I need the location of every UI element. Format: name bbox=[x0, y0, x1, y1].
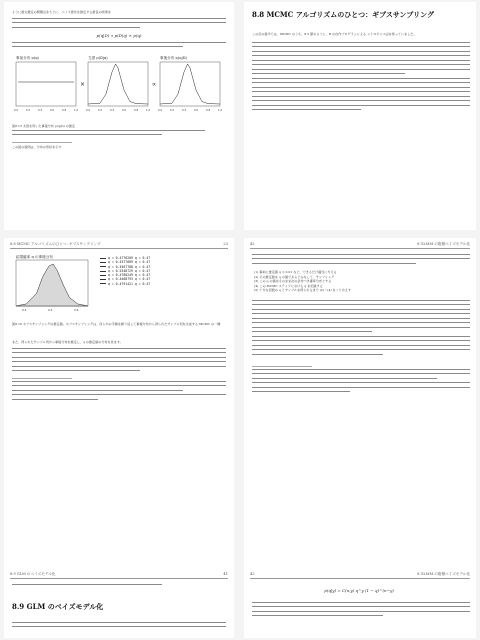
binomial-formula: p(q|y) = C(n,y) q^y (1 − q)^(n−y) bbox=[324, 588, 394, 593]
x-tick-label: 0.5 bbox=[48, 308, 53, 312]
running-header bbox=[10, 242, 228, 247]
step-item: (4) この MCMC ステップにおける q を記録する bbox=[254, 283, 323, 288]
x-tick-label: 0.0 bbox=[86, 109, 91, 112]
bayes-figure bbox=[12, 52, 228, 122]
header-rule bbox=[250, 578, 470, 579]
x-tick-label: 0.2 bbox=[98, 109, 103, 112]
legend-swatch bbox=[100, 262, 106, 263]
body-text-lines bbox=[12, 18, 226, 31]
figure-caption: 図8.16 ギブスサンプリングの推定値。ギブスサンプリングは、何らかの手順を繰り返して事後分布から得られたサンプル列を生成する MCMC の一種 bbox=[12, 322, 221, 326]
sample-legend bbox=[100, 256, 228, 286]
likelihood-panel bbox=[88, 62, 148, 106]
x-tick-label: 0.4 bbox=[110, 109, 115, 112]
likelihood-curve bbox=[88, 64, 148, 104]
legend-label: q = 0.4377689 q = 0.47 bbox=[108, 260, 151, 265]
posterior-label: 事後分布 p(q|D) bbox=[160, 56, 187, 60]
x-tick-label: 0.2 bbox=[26, 109, 31, 112]
x-tick-label: 0.4 bbox=[182, 109, 187, 112]
page-number: 41 bbox=[223, 572, 228, 576]
legend-entry bbox=[100, 282, 228, 286]
x-tick-label: 0.0 bbox=[158, 109, 163, 112]
section-body-lead: この章の後半では、MCMC のうち、8.5 節のように、R の自作プログラムによる メトロポリス法を使っていました。 bbox=[252, 32, 417, 36]
page-bottom-right bbox=[244, 568, 476, 638]
page-bottom-left bbox=[4, 568, 234, 638]
body-text-lines-2 bbox=[12, 622, 226, 631]
running-header bbox=[10, 572, 228, 577]
x-tick-label: 0.4 bbox=[22, 308, 27, 312]
page-number: 42 bbox=[250, 572, 255, 576]
x-ticks-group bbox=[14, 108, 222, 112]
step-item: (2) その推定値を q の値であるとみなして、サンプリング bbox=[254, 274, 335, 279]
running-header bbox=[250, 572, 470, 577]
times-symbol-2: ∝ bbox=[152, 81, 157, 88]
step-item: (5) 十分な回数の q とサンプルを得られるまで (2)〜(4) をくりかえす bbox=[254, 288, 352, 293]
section-title: 8.8 MCMC アルゴリズムのひとつ：ギブスサンプリング bbox=[252, 10, 434, 19]
x-tick-label: 0.8 bbox=[62, 109, 67, 112]
header-rule bbox=[10, 578, 228, 579]
header-title: 8.8 MCMC アルゴリズムのひとつ: ギブスサンプリング bbox=[10, 242, 101, 246]
posterior-panel bbox=[160, 62, 220, 106]
body-text-lines bbox=[252, 254, 470, 267]
x-tick-label: 1.0 bbox=[218, 109, 223, 112]
x-tick-label: 0.0 bbox=[14, 109, 19, 112]
body-text-lines bbox=[252, 602, 470, 620]
page-number: 42 bbox=[250, 242, 255, 246]
legend-label: q = 0.4791421 q = 0.47 bbox=[108, 281, 151, 286]
section-body-lines bbox=[252, 42, 470, 114]
likelihood-label: 尤度 p(D|q) bbox=[88, 56, 108, 60]
x-tick-label: 0.6 bbox=[194, 109, 199, 112]
step-item: (3) この q の値をそのまま次の条件つき確率分布とする bbox=[254, 279, 332, 284]
algorithm-steps bbox=[254, 270, 468, 293]
legend-label: q = 0.4780249 q = 0.47 bbox=[108, 273, 151, 278]
x-tick-label: 0.8 bbox=[206, 109, 211, 112]
body-text-lines-2 bbox=[252, 300, 470, 358]
posterior-curve bbox=[160, 64, 220, 104]
footnote-lines bbox=[252, 369, 470, 396]
legend-swatch bbox=[100, 279, 106, 280]
body-text-lines bbox=[12, 584, 226, 588]
x-tick-label: 0.2 bbox=[170, 109, 175, 112]
legend-swatch bbox=[100, 258, 106, 259]
posterior-area bbox=[16, 264, 88, 306]
body-text-lines bbox=[12, 348, 226, 375]
legend-label: q = 0.5348729 q = 0.47 bbox=[108, 268, 151, 273]
legend-label: q = 0.4567788 q = 0.47 bbox=[108, 264, 151, 269]
x-ticks-group bbox=[22, 308, 79, 312]
header-title: 8 GLMM の階層ベイズモデル化 bbox=[417, 242, 470, 246]
x-tick-label: 0.8 bbox=[134, 109, 139, 112]
x-tick-label: 0.6 bbox=[74, 308, 79, 312]
page-number: 23 bbox=[223, 242, 228, 246]
header-title: 8.9 GLM のベイズモデル化 bbox=[10, 572, 56, 576]
body-text-lines-2 bbox=[12, 42, 226, 51]
running-header bbox=[250, 242, 470, 247]
chart-title: 結果確率 q の事後分布 bbox=[16, 255, 53, 259]
intro-text: ように最尤推定の問題点をもとに、ベイズ統計を推定する最良の結果を bbox=[12, 10, 111, 14]
x-tick-label: 0.4 bbox=[38, 109, 43, 112]
caption-lines bbox=[12, 130, 226, 139]
figure-caption: 図8.13 尤度を用いた事後分布 p(q|D) の推定 bbox=[12, 124, 76, 128]
section-title: 8.9 GLM のベイズモデル化 bbox=[12, 602, 104, 611]
x-tick-label: 0.6 bbox=[50, 109, 55, 112]
page-top-right bbox=[244, 2, 476, 230]
x-tick-label: 1.0 bbox=[74, 109, 79, 112]
prior-label: 事前分布 p(q) bbox=[16, 56, 39, 60]
step-item: (1) 事前に推定値 q = 0.01 など、できるだけ適当に与える bbox=[254, 270, 337, 274]
legend-label: q = 0.4776209 q = 0.47 bbox=[108, 256, 151, 260]
legend-label: q = 0.4468793 q = 0.47 bbox=[108, 277, 151, 282]
header-rule bbox=[250, 248, 470, 249]
page-top-left bbox=[4, 2, 234, 230]
x-tick-label: 1.0 bbox=[146, 109, 151, 112]
body-line: また、得られたサンプル列から事後分布を推定し、q の推定値の分布を見ます。 bbox=[12, 340, 123, 344]
footnote-lines bbox=[12, 381, 226, 403]
posterior-histogram bbox=[12, 252, 92, 316]
legend-swatch bbox=[100, 271, 106, 272]
times-symbol-1: × bbox=[80, 81, 86, 88]
prior-panel bbox=[16, 62, 76, 106]
legend-swatch bbox=[100, 275, 106, 276]
header-rule bbox=[10, 248, 228, 249]
figure-footnote: この図の説明は、分布の形状を示す bbox=[12, 145, 62, 149]
header-title: 8 GLMM の階層ベイズモデル化 bbox=[417, 572, 470, 576]
x-tick-label: 0.6 bbox=[122, 109, 127, 112]
legend-swatch bbox=[100, 283, 106, 284]
bayes-formula: p(q|D) ∝ p(D|q) × p(q) bbox=[96, 33, 142, 38]
legend-swatch bbox=[100, 266, 106, 267]
